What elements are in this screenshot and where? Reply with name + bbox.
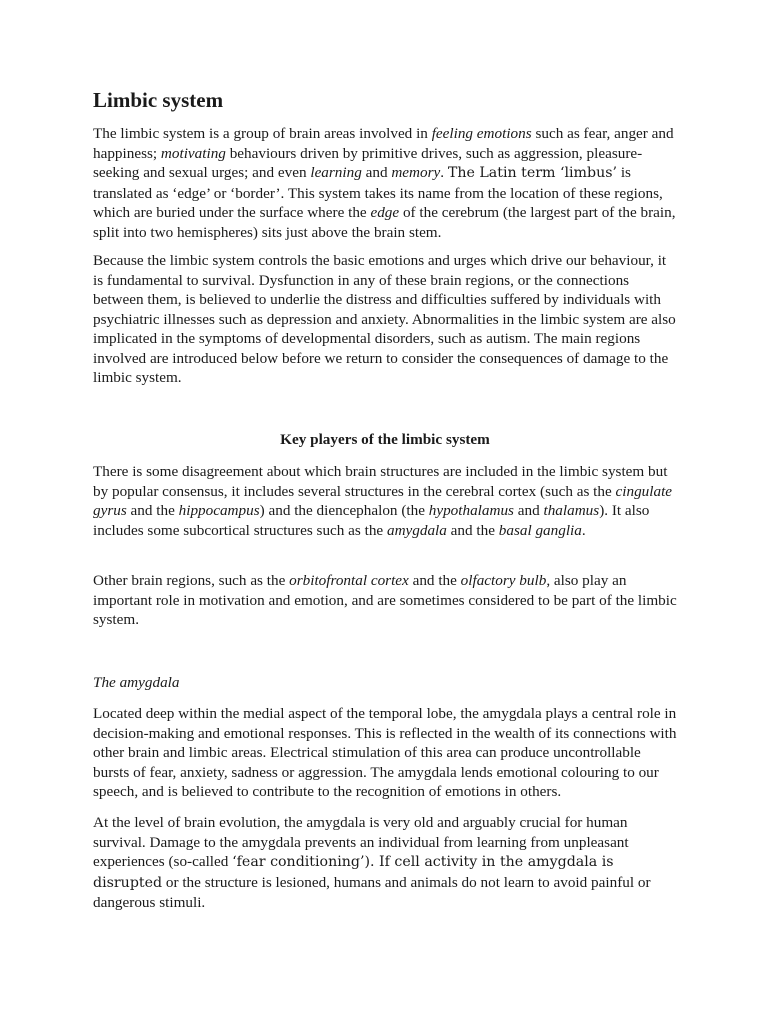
text-run-alt-font: ‘fear conditioning’). If cell activity in the amygdala is disrupted bbox=[93, 854, 614, 891]
paragraph-intro bbox=[93, 124, 677, 242]
section-heading-key-players: Key players of the limbic system bbox=[280, 431, 490, 448]
text-run: of the cerebrum (the largest part of the brain, split into two hemispheres) sits just above the brain stem. bbox=[93, 204, 676, 241]
italic-term: memory bbox=[391, 164, 441, 181]
paragraph-amygdala-evolution bbox=[93, 813, 677, 913]
italic-term: cingulate gyrus bbox=[93, 482, 673, 519]
italic-term: thalamus bbox=[543, 502, 600, 519]
paragraph-dysfunction: Because the limbic system controls the basic emotions and urges which drive our behaviour, it is fundamental to survival. Dysfunction in any of these brain regions, or the connections between them, is believed to underlie the distress and difficulties suffered by individuals with psychiatric illnesses such as depression and anxiety. Abnormalities in the limbic system are also implicated in the symptoms of developmental disorders, such as autism. The main regions involved are introduced below before we return to consider the consequences of damage to the limbic system. bbox=[93, 252, 676, 386]
page-title: Limbic system bbox=[93, 88, 224, 112]
text-run-alt-font: The Latin term ‘limbus’ bbox=[447, 165, 618, 181]
italic-term: olfactory bulb bbox=[460, 572, 547, 589]
text-run: At the level of brain evolution, the amygdala is very old and arguably crucial for human survival. Damage to the amygdala prevents an individual from learning from unpleasant experiences (so-called bbox=[93, 814, 629, 870]
text-run: and the bbox=[408, 572, 461, 589]
text-run: ). It also includes some subcortical structures such as the bbox=[93, 502, 650, 539]
text-run: such as fear, anger and happiness; bbox=[93, 125, 674, 162]
italic-term: orbitofrontal cortex bbox=[289, 572, 409, 589]
text-run: and bbox=[513, 502, 544, 519]
italic-term: edge bbox=[370, 204, 400, 221]
text-run: is translated as ‘edge’ or ‘border’. This system takes its name from the location of these regions, which are buried under the surface where the bbox=[93, 164, 663, 221]
text-run: . bbox=[440, 164, 448, 181]
italic-term: hypothalamus bbox=[428, 502, 514, 519]
text-run: The limbic system is a group of brain areas involved in bbox=[93, 125, 432, 142]
paragraph-other-regions bbox=[93, 571, 677, 630]
text-run: ) and the diencephalon (the bbox=[259, 502, 429, 519]
text-run: , also play an important role in motivation and emotion, and are sometimes considered to be part of the limbic system. bbox=[93, 572, 677, 628]
text-run: There is some disagreement about which brain structures are included in the limbic system but by popular consensus, it includes several structures in the cerebral cortex (such as the bbox=[93, 463, 668, 500]
italic-term: basal ganglia bbox=[498, 521, 582, 539]
text-run: behaviours driven by primitive drives, such as aggression, pleasure-seeking and sexual urges; and even bbox=[93, 144, 643, 181]
text-run: and the bbox=[126, 502, 179, 519]
italic-term: amygdala bbox=[386, 521, 447, 539]
text-run: and bbox=[361, 164, 392, 181]
text-run: and the bbox=[446, 521, 499, 539]
text-run: or the structure is lesioned, humans and animals do not learn to avoid painful or dangerous stimuli. bbox=[93, 873, 651, 911]
text-run: Other brain regions, such as the bbox=[93, 572, 290, 589]
italic-term: learning bbox=[310, 164, 362, 181]
text-run: . bbox=[581, 521, 586, 539]
paragraph-key-players bbox=[93, 462, 677, 540]
italic-term: motivating bbox=[160, 144, 226, 162]
paragraph-amygdala-location: Located deep within the medial aspect of the temporal lobe, the amygdala plays a central role in decision-making and emotional responses. This is reflected in the wealth of its connections with other brain and limbic areas. Electrical stimulation of this area can produce uncontrollable bursts of fear, anxiety, sadness or aggression. The amygdala lends emotional colouring to our speech, and is believed to contribute to the recognition of emotions in others. bbox=[93, 705, 677, 800]
italic-term: feeling emotions bbox=[431, 125, 532, 142]
subheading-amygdala: The amygdala bbox=[93, 674, 180, 691]
italic-term: hippocampus bbox=[178, 502, 260, 519]
